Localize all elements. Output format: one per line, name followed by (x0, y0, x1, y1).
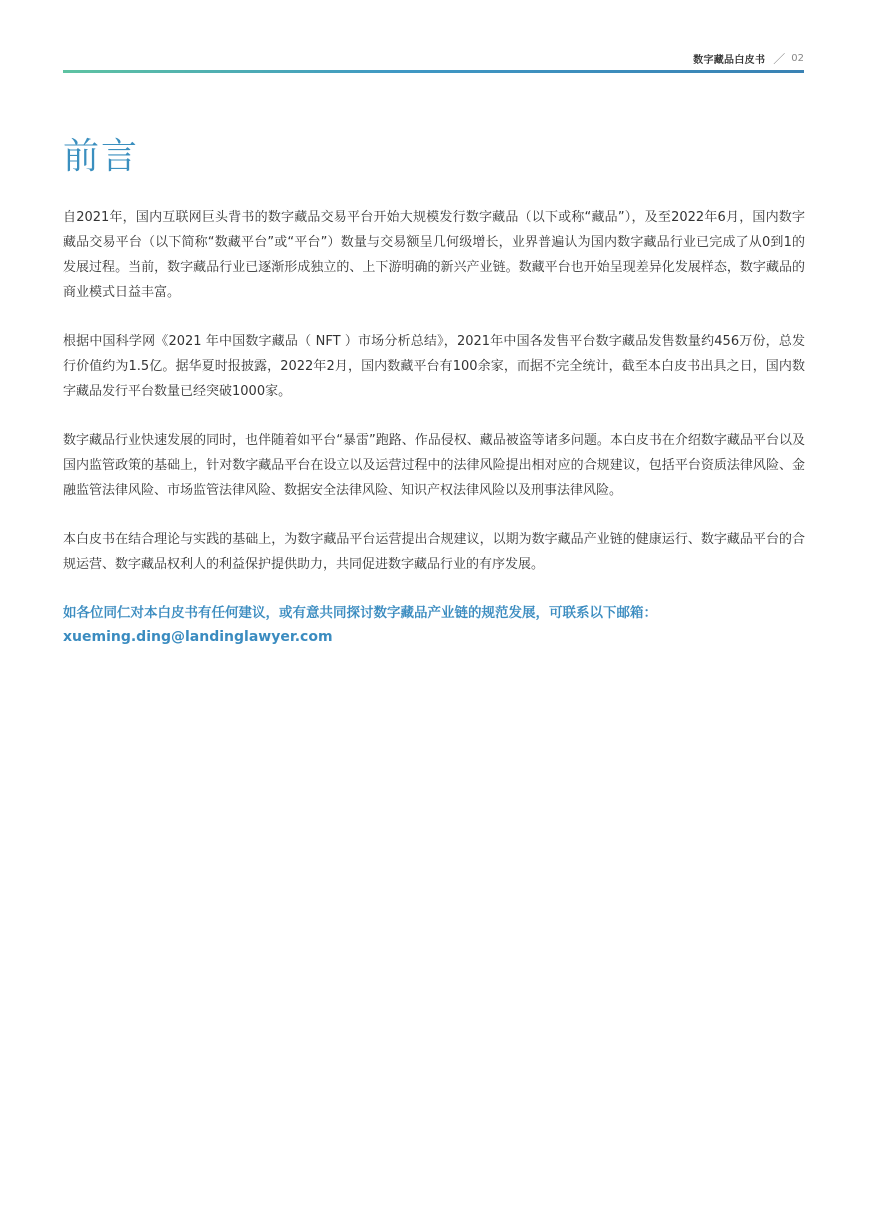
page-title: 前言 (63, 136, 140, 177)
contact-text: 如各位同仁对本白皮书有任何建议，或有意共同探讨数字藏品产业链的规范发展，可联系以下邮箱： (63, 605, 657, 621)
paragraph-statistics: 根据中国科学网《2021 年中国数字藏品（ NFT ）市场分析总结》，2021年中国各发售平台数字藏品发售数量约456万份，总发行价值约为1.5亿。据华夏时报披露，2022年2月，国内数藏平台有100余家，而据不完全统计，截至本白皮书出具之日，国内数字藏品发行平台数量已经突破1000家。 (63, 334, 805, 399)
header-divider (63, 70, 804, 73)
page-number: 02 (791, 52, 804, 64)
contact-email-link[interactable]: xueming.ding@landinglawyer.com (63, 629, 333, 645)
paragraph-intro: 自2021年，国内互联网巨头背书的数字藏品交易平台开始大规模发行数字藏品（以下或称“藏品”），及至2022年6月，国内数字藏品交易平台（以下简称“数藏平台”或“平台”）数量与交易额呈几何级增长，业界普遍认为国内数字藏品行业已完成了从0到1的发展过程。当前，数字藏品行业已逐渐形成独立的、上下游明确的新兴产业链。数藏平台也开始呈现差异化发展样态，数字藏品的商业模式日益丰富。 (63, 210, 805, 300)
paragraph-risks: 数字藏品行业快速发展的同时，也伴随着如平台“暴雷”跑路、作品侵权、藏品被盗等诸多问题。本白皮书在介绍数字藏品平台以及国内监管政策的基础上，针对数字藏品平台在设立以及运营过程中的法律风险提出相对应的合规建议，包括平台资质法律风险、金融监管法律风险、市场监管法律风险、数据安全法律风险、知识产权法律风险以及刑事法律风险。 (63, 433, 805, 498)
contact-block (63, 601, 805, 649)
document-title: 数字藏品白皮书 (693, 54, 766, 66)
preface-body (63, 205, 805, 649)
header-separator: ／ (773, 51, 786, 66)
page-header (63, 50, 804, 66)
paragraph-purpose: 本白皮书在结合理论与实践的基础上，为数字藏品平台运营提出合规建议，以期为数字藏品产业链的健康运行、数字藏品平台的合规运营、数字藏品权利人的利益保护提供助力，共同促进数字藏品行业的有序发展。 (63, 532, 805, 572)
